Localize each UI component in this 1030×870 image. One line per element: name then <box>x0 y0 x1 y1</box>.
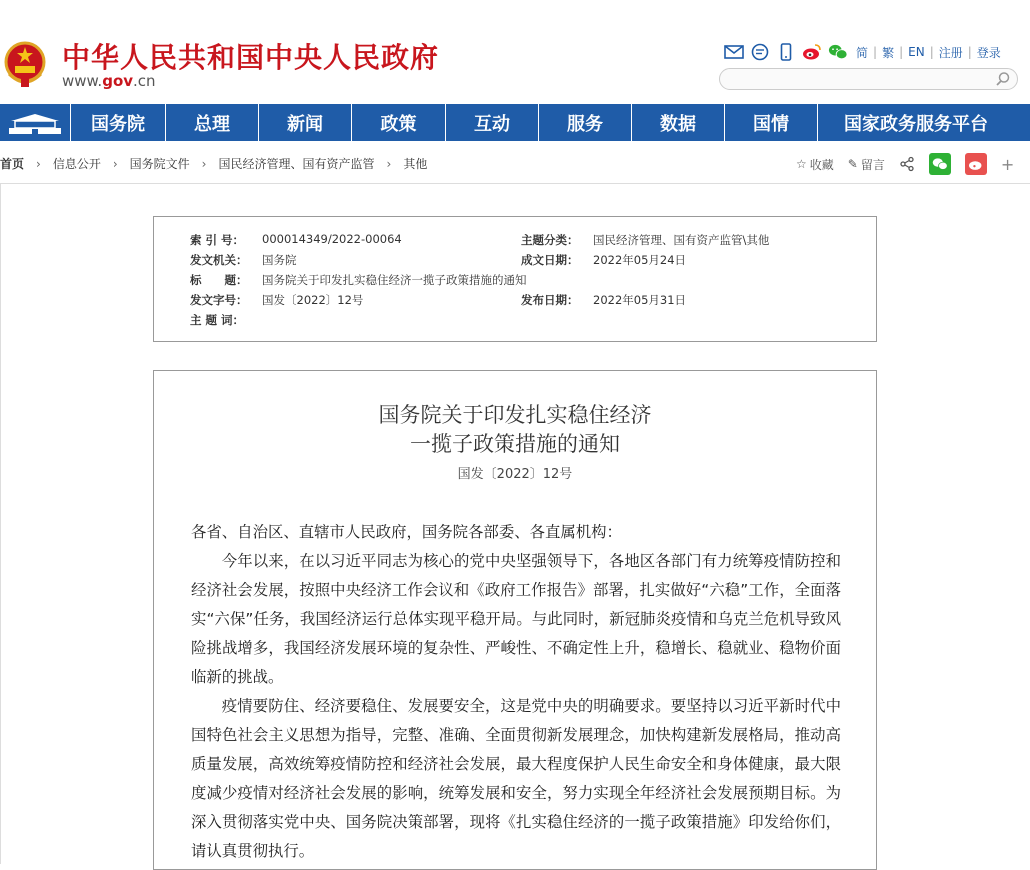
star-icon: ☆ <box>796 157 807 171</box>
nav-item-services[interactable]: 服务 <box>538 104 631 141</box>
language-links <box>856 44 1001 61</box>
breadcrumb-item[interactable]: 国民经济管理、国有资产监管 <box>218 157 375 171</box>
salutation: 各省、自治区、直辖市人民政府，国务院各部委、各直属机构： <box>191 523 622 541</box>
share-weibo-button[interactable] <box>965 153 987 175</box>
nav-item-policy[interactable]: 政策 <box>351 104 445 141</box>
url-suffix: .cn <box>133 72 156 90</box>
header-tools <box>724 42 1001 62</box>
keywords-label: 主 题 词： <box>190 313 245 327</box>
wechat-icon[interactable] <box>828 43 848 61</box>
info-row <box>190 252 297 268</box>
login-link[interactable]: 登录 <box>976 45 1001 60</box>
separator: | <box>899 45 904 59</box>
register-link[interactable]: 注册 <box>938 45 963 60</box>
breadcrumb-home[interactable]: 首页 <box>0 157 25 171</box>
site-header <box>0 0 1030 104</box>
lang-english-link[interactable]: EN <box>908 45 925 59</box>
title-label: 标 题： <box>190 273 248 287</box>
nav-item-news[interactable]: 新闻 <box>258 104 351 141</box>
topic-value: 国民经济管理、国有资产监管\其他 <box>593 233 770 247</box>
share-wechat-button[interactable] <box>929 153 951 175</box>
search-input[interactable] <box>719 68 1018 90</box>
created-value: 2022年05月24日 <box>593 253 687 267</box>
paragraph: 疫情要防住、经济要稳住、发展要安全，这是党中央的明确要求。要坚持以习近平新时代中国特色社会主义思想为指导，完整、准确、全面贯彻新发展理念，加快构建新发展格局，推动高质量发展，高效统筹疫情防控和经济社会发展，最大程度保护人民生命安全和身体健康，最大限度减少疫情对经济社会发展的影响，统筹发展和安全，努力实现全年经济社会发展预期目标。为深入贯彻落实党中央、国务院决策部署，现将《扎实稳住经济的一揽子政策措施》印发给你们，请认真贯彻执行。 <box>191 697 841 860</box>
topic-label: 主题分类： <box>521 233 579 247</box>
docno-label: 发文字号： <box>190 293 248 307</box>
index-label: 索 引 号： <box>190 233 245 247</box>
nav-item-national-info[interactable]: 国情 <box>724 104 817 141</box>
site-url <box>62 72 156 90</box>
issuer-value: 国务院 <box>262 253 297 267</box>
nav-item-premier[interactable]: 总理 <box>165 104 258 141</box>
nav-item-gov-service-platform[interactable]: 国家政务服务平台 <box>817 104 1001 141</box>
paragraph: 今年以来，在以习近平同志为核心的党中央坚强领导下，各地区各部门有力统筹疫情防控和经济社会发展，按照中央经济工作会议和《政府工作报告》部署，扎实做好“六稳”工作，全面落实“六保”任务，我国经济运行总体实现平稳开局。与此同时，新冠肺炎疫情和乌克兰危机导致风险挑战增多，我国经济发展环境的复杂性、严峻性、不确定性上升，稳增长、稳就业、稳物价面临新的挑战。 <box>191 552 841 686</box>
title-value: 国务院关于印发扎实稳住经济一揽子政策措施的通知 <box>262 273 527 287</box>
page-actions <box>796 153 1014 175</box>
created-label: 成文日期： <box>521 253 579 267</box>
info-row <box>190 272 527 288</box>
breadcrumb-item[interactable]: 信息公开 <box>52 157 101 171</box>
message-icon[interactable] <box>750 43 770 61</box>
info-row <box>190 232 402 248</box>
url-prefix: www. <box>62 72 103 90</box>
docno-value: 国发〔2022〕12号 <box>262 293 364 307</box>
chevron-right-icon: › <box>386 156 392 171</box>
issuer-label: 发文机关： <box>190 253 248 267</box>
nav-item-interaction[interactable]: 互动 <box>445 104 538 141</box>
lang-traditional-link[interactable]: 繁 <box>882 45 895 60</box>
mail-icon[interactable] <box>724 43 744 61</box>
main-nav <box>0 104 1030 141</box>
article-body <box>191 518 841 866</box>
breadcrumb-item[interactable]: 国务院文件 <box>129 157 190 171</box>
breadcrumb-bar <box>0 141 1030 183</box>
national-emblem-icon[interactable] <box>3 40 47 88</box>
article-title <box>154 401 876 459</box>
info-row <box>521 292 686 308</box>
article-title-line: 一揽子政策措施的通知 <box>410 432 620 456</box>
wechat-icon <box>932 157 948 171</box>
favorite-label: 收藏 <box>809 157 834 172</box>
info-row <box>521 252 686 268</box>
weibo-icon <box>968 157 984 171</box>
chevron-right-icon: › <box>201 156 207 171</box>
nav-item-state-council[interactable]: 国务院 <box>70 104 165 141</box>
breadcrumb-item[interactable]: 其他 <box>403 157 428 171</box>
document-info-table <box>153 216 877 342</box>
published-value: 2022年05月31日 <box>593 293 687 307</box>
tiananmen-icon[interactable] <box>0 104 70 141</box>
separator: | <box>873 45 878 59</box>
comment-button[interactable] <box>848 156 885 173</box>
article-doc-number: 国发〔2022〕12号 <box>457 467 573 482</box>
article <box>153 370 877 870</box>
separator: | <box>929 45 934 59</box>
info-row <box>190 292 363 308</box>
favorite-button[interactable] <box>796 156 834 173</box>
search-icon[interactable] <box>995 71 1011 87</box>
separator: | <box>967 45 972 59</box>
lang-simplified-link[interactable]: 简 <box>856 45 869 60</box>
chevron-right-icon: › <box>112 156 118 171</box>
info-row <box>521 232 769 248</box>
mobile-icon[interactable] <box>776 43 796 61</box>
comment-label: 留言 <box>860 157 885 172</box>
more-share-icon[interactable]: + <box>1000 154 1015 174</box>
published-label: 发布日期： <box>521 293 579 307</box>
index-value: 000014349/2022-00064 <box>262 232 402 246</box>
chevron-right-icon: › <box>36 156 41 171</box>
info-row <box>190 312 262 328</box>
url-gov: gov <box>102 72 134 90</box>
breadcrumb <box>0 155 427 172</box>
share-icon <box>899 156 915 172</box>
pencil-icon: ✎ <box>847 157 858 171</box>
weibo-icon[interactable] <box>802 43 822 61</box>
share-button[interactable] <box>899 156 915 172</box>
site-title[interactable]: 中华人民共和国中央人民政府 <box>62 41 440 74</box>
article-title-line: 国务院关于印发扎实稳住经济 <box>378 403 652 427</box>
nav-item-data[interactable]: 数据 <box>631 104 724 141</box>
